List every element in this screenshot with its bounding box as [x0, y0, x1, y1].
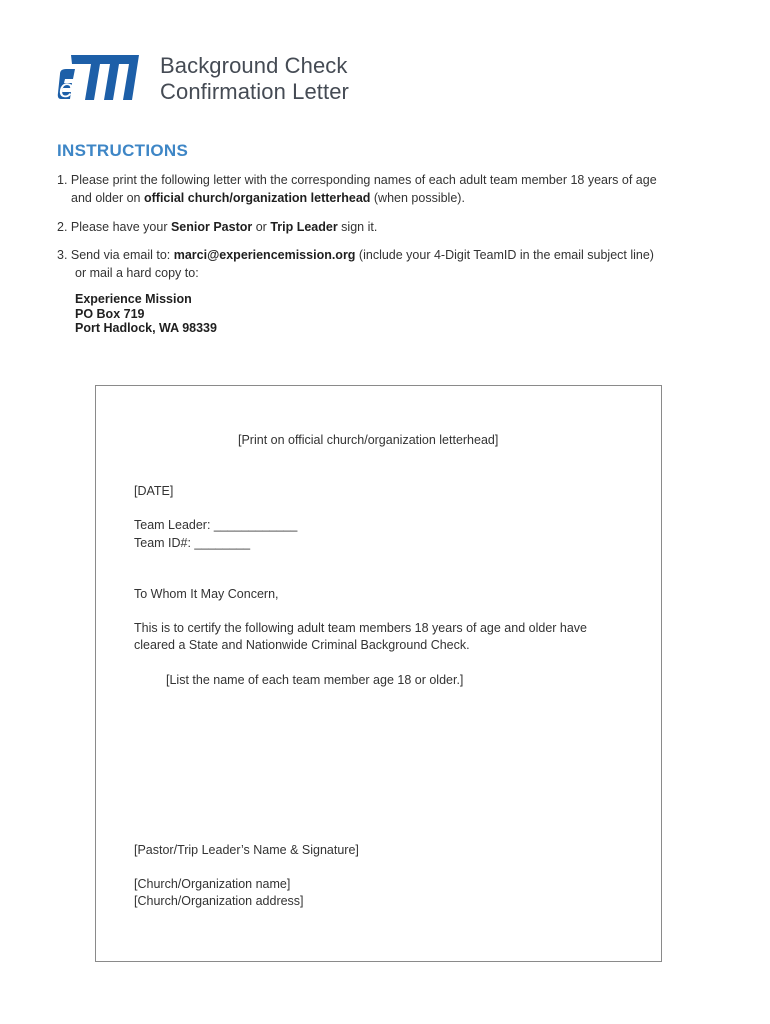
step-3-line-2: or mail a hard copy to:	[75, 266, 199, 280]
step-1-text: and older on	[71, 191, 144, 205]
letterhead-emphasis: official church/organization letterhead	[143, 191, 371, 205]
step-2-tail: sign it.	[337, 220, 378, 234]
member-list-placeholder: [List the name of each team member age 18 or older.]	[166, 673, 464, 687]
step-1-line-1: 1. Please print the following letter with the corresponding names of each adult team member 18 years of age	[57, 173, 657, 187]
trip-leader-emphasis: Trip Leader	[270, 220, 338, 234]
instruction-step-1	[57, 171, 657, 207]
svg-text:e: e	[59, 73, 74, 102]
mailing-address	[75, 292, 217, 336]
title-line-1: Background Check	[160, 53, 348, 78]
step-1-tail: (when possible).	[370, 191, 465, 205]
senior-pastor-emphasis: Senior Pastor	[170, 220, 253, 234]
certification-line-1: This is to certify the following adult team members 18 years of age and older have	[134, 621, 588, 635]
date-placeholder: [DATE]	[134, 484, 174, 498]
email-link[interactable]: marci@experiencemission.org	[173, 248, 356, 262]
step-2-or: or	[252, 220, 271, 234]
instruction-step-2	[57, 218, 377, 236]
step-3-note: (include your 4-Digit TeamID in the email subject line)	[355, 248, 654, 262]
step-3-line-1	[57, 246, 654, 264]
team-id-field: Team ID#: ________	[134, 536, 251, 550]
org-address-placeholder: [Church/Organization address]	[134, 894, 304, 908]
address-line-1: Experience Mission	[75, 292, 192, 306]
instructions-heading: INSTRUCTIONS	[57, 141, 189, 160]
address-line-3: Port Hadlock, WA 98339	[75, 321, 217, 335]
instruction-step-3	[57, 246, 654, 282]
signature-placeholder: [Pastor/Trip Leader’s Name & Signature]	[134, 843, 359, 857]
title-line-2: Confirmation Letter	[160, 79, 349, 104]
step-3-text: 3. Send via email to:	[57, 248, 174, 262]
document-title	[160, 53, 349, 105]
salutation: To Whom It May Concern,	[134, 587, 279, 601]
step-1-line-2	[57, 189, 657, 207]
step-2-text: 2. Please have your	[57, 220, 171, 234]
experience-mission-logo-icon	[57, 52, 143, 102]
certification-line-2: cleared a State and Nationwide Criminal Background Check.	[134, 638, 470, 652]
org-name-placeholder: [Church/Organization name]	[134, 877, 291, 891]
letterhead-placeholder: [Print on official church/organization letterhead]	[238, 433, 499, 447]
team-leader-field: Team Leader: ____________	[134, 518, 298, 532]
address-line-2: PO Box 719	[75, 306, 145, 321]
